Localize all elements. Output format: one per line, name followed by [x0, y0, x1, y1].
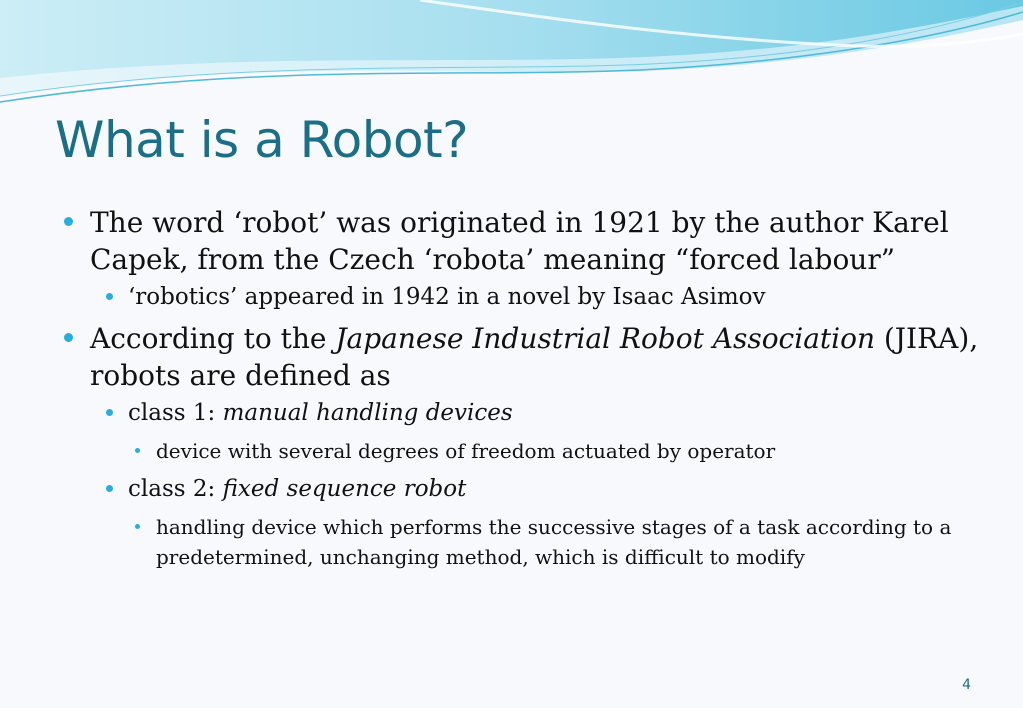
bullet-dot-icon	[106, 409, 113, 416]
sub-bullet-item	[60, 282, 990, 313]
bullet-text-start: According to the	[90, 322, 336, 355]
header-wave-decoration	[0, 0, 1023, 110]
bullet-text-italic: fixed sequence robot	[222, 476, 467, 502]
page-number: 4	[962, 677, 971, 693]
bullet-dot-icon	[106, 485, 113, 492]
bullet-dot-icon	[106, 293, 113, 300]
bullet-text-start: class 1:	[128, 400, 223, 426]
bullet-dot-icon	[135, 448, 140, 453]
bullet-dot-icon	[64, 217, 73, 226]
bullet-dot-icon	[135, 524, 140, 529]
sub-sub-bullet-item	[60, 512, 990, 572]
bullet-text-end: (JIRA), robots are defined as	[90, 322, 979, 392]
bullet-dot-icon	[64, 333, 73, 342]
sub-bullet-item	[60, 398, 990, 429]
bullet-text: ‘robotics’ appeared in 1942 in a novel by Isaac Asimov	[128, 284, 766, 310]
bullet-item	[60, 320, 990, 394]
bullet-text-italic: manual handling devices	[222, 400, 513, 426]
bullet-text-italic: Japanese Industrial Robot Association	[335, 322, 875, 355]
sub-sub-bullet-item	[60, 436, 990, 466]
bullet-text: device with several degrees of freedom actuated by operator	[156, 439, 776, 463]
sub-bullet-item	[60, 474, 990, 505]
bullet-list	[60, 204, 990, 580]
bullet-item	[60, 204, 990, 278]
bullet-text-start: class 2:	[128, 476, 223, 502]
slide-title: What is a Robot?	[55, 111, 469, 169]
bullet-text: handling device which performs the successive stages of a task according to a predetermined, unchanging method, which is difficult to modify	[156, 515, 952, 569]
bullet-text: The word ‘robot’ was originated in 1921 by the author Karel Capek, from the Czech ‘robota’ meaning “forced labour”	[90, 206, 949, 276]
